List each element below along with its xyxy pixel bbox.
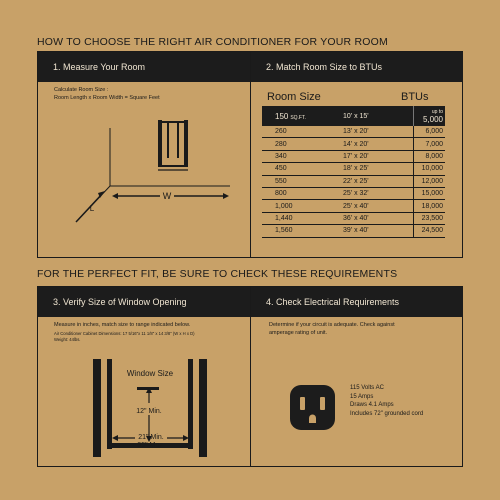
cell-sqft: 550 [262, 175, 331, 187]
spec-line: Draws 4.1 Amps [350, 402, 394, 408]
hl-btu-prefix: up to [431, 109, 443, 115]
panel4-header [251, 287, 463, 317]
min-width-label: 21" Min. [138, 434, 164, 441]
cell-sqft: 260 [262, 126, 331, 138]
cell-dims: 18' x 25' [331, 163, 414, 175]
panel4-title: 4. Check Electrical Requirements [266, 297, 400, 307]
cell-sqft: 450 [262, 163, 331, 175]
cell-btu: 23,500 [414, 212, 446, 224]
table-row [262, 163, 445, 175]
cell-dims: 36' x 40' [331, 212, 414, 224]
length-label: L [89, 204, 95, 213]
electrical-intro-1: Determine if your circuit is adequate. Check against [269, 322, 395, 328]
page-heading-mid: FOR THE PERFECT FIT, BE SURE TO CHECK THESE REQUIREMENTS [37, 268, 398, 280]
col-btus: BTUs [401, 91, 429, 103]
cell-btu: 12,000 [414, 175, 446, 187]
electrical-specs [350, 384, 423, 418]
cabinet-dimensions: Air Conditioner Cabinet Dimensions: 17 5/16"x 11 1/8" x 14 3/8" (W x H x D) [54, 331, 195, 336]
cell-btu: 15,000 [414, 187, 446, 199]
table-row [262, 212, 445, 224]
cell-btu: 10,000 [414, 163, 446, 175]
cell-sqft: 800 [262, 187, 331, 199]
page-heading-top: HOW TO CHOOSE THE RIGHT AIR CONDITIONER FOR YOUR ROOM [37, 36, 388, 48]
hl-sqft: 150 [275, 111, 289, 121]
cell-dims: 22' x 25' [331, 175, 414, 187]
window-diagram [85, 355, 215, 460]
table-row [262, 187, 445, 199]
width-label: W [162, 191, 172, 201]
spec-line: Includes 72" grounded cord [350, 410, 424, 417]
cell-btu: 24,500 [414, 225, 446, 237]
table-row [262, 175, 445, 187]
table-row-highlight [262, 106, 445, 126]
btu-table [262, 106, 445, 238]
cell-sqft: 340 [262, 150, 331, 162]
table-row [262, 150, 445, 162]
spec-line: 15 Amps [350, 393, 374, 400]
outlet-icon [290, 385, 335, 430]
cell-dims: 14' x 20' [331, 138, 414, 150]
col-room-size: Room Size [267, 91, 321, 103]
cell-dims: 17' x 20' [331, 150, 414, 162]
cell-btu: 6,000 [414, 126, 446, 138]
panel-divider-bottom [250, 287, 251, 466]
panel1-header [38, 52, 250, 82]
cell-sqft: 1,000 [262, 200, 331, 212]
panel-divider [250, 52, 251, 257]
cell-dims: 25' x 32' [331, 187, 414, 199]
table-row [262, 126, 445, 138]
electrical-intro-2: amperage rating of unit. [269, 330, 328, 336]
panel2-header [251, 52, 463, 82]
cell-dims: 13' x 20' [331, 126, 414, 138]
table-row [262, 200, 445, 212]
table-row [262, 138, 445, 150]
cell-sqft: 1,440 [262, 212, 331, 224]
unit-weight: Weight: 44lbs. [54, 337, 81, 342]
room-diagram [60, 108, 235, 248]
min-height-label: 12" Min. [136, 408, 162, 415]
cell-dims: 39' x 40' [331, 225, 414, 237]
hl-dims: 10' x 15' [331, 106, 414, 126]
cell-sqft: 280 [262, 138, 331, 150]
cell-btu: 18,000 [414, 200, 446, 212]
table-row [262, 225, 445, 237]
max-width-label: 35" Max. [137, 442, 165, 449]
panel1-title: 1. Measure Your Room [53, 62, 146, 72]
window-intro: Measure in inches, match size to range indicated below. [54, 322, 191, 328]
window-size-label: Window Size [126, 369, 174, 378]
panel3-title: 3. Verify Size of Window Opening [53, 297, 187, 307]
panel2-title: 2. Match Room Size to BTUs [266, 62, 383, 72]
cell-btu: 8,000 [414, 150, 446, 162]
spec-line: 115 Volts AC [350, 385, 384, 391]
hl-btu: 5,000 [422, 115, 443, 124]
panel3-header [38, 287, 250, 317]
cell-btu: 7,000 [414, 138, 446, 150]
calc-formula: Room Length x Room Width = Square Feet [54, 95, 160, 101]
hl-unit: SQ.FT. [290, 114, 306, 121]
cell-sqft: 1,560 [262, 225, 331, 237]
calc-label: Calculate Room Size : [54, 87, 109, 93]
cell-dims: 25' x 40' [331, 200, 414, 212]
